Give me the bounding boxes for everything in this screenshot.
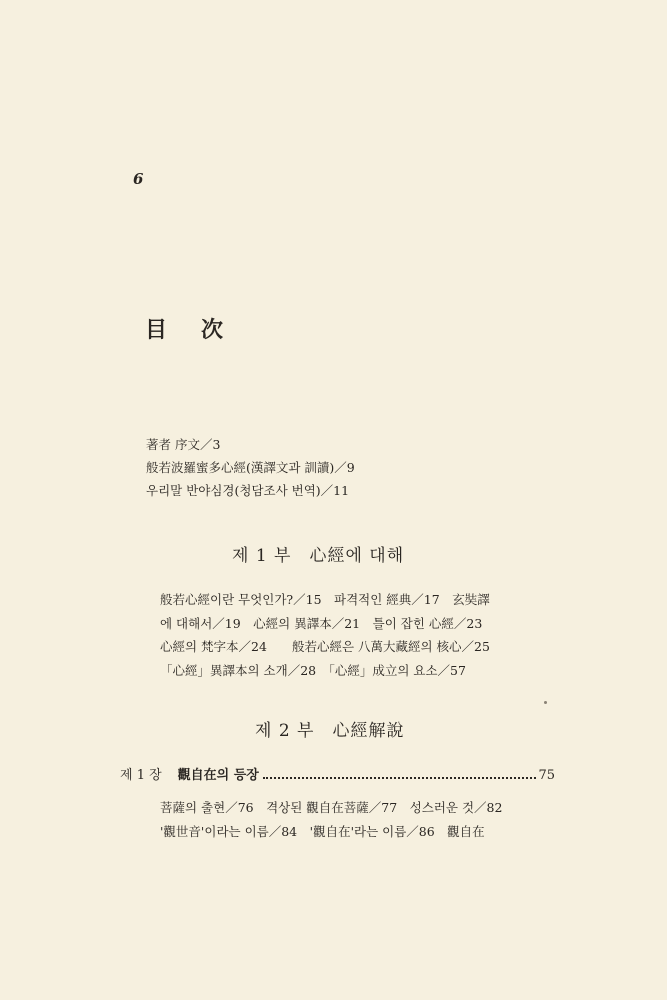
toc-entry: 著者 序文／3 <box>146 437 221 452</box>
page-title: 目次 <box>145 317 258 343</box>
toc-line: 「心經」異譯本의 소개／28 「心經」成立의 요소／57 <box>160 662 466 678</box>
toc-line: 에 대해서／19 心經의 異譯本／21 틀이 잡힌 心經／23 <box>160 615 483 631</box>
toc-entry: 우리말 반야심경(청담조사 번역)／11 <box>146 483 350 498</box>
toc-entry: 般若波羅蜜多心經(漢譯文과 訓讀)／9 <box>146 460 355 475</box>
part-1-title: 제 1 부 心經에 대해 <box>232 546 405 566</box>
part-1-entries <box>160 588 490 682</box>
part-2-title: 제 2 부 心經解說 <box>255 721 405 741</box>
chapter-title: 觀自在의 등장 <box>177 768 259 783</box>
chapter-1-entries <box>160 796 502 843</box>
toc-line: 般若心經이란 무엇인가?／15 파격적인 經典／17 玄奘譯 <box>160 592 490 607</box>
toc-line: '觀世音'이라는 이름／84 '觀自在'라는 이름／86 觀自在 <box>160 823 485 839</box>
front-matter-list <box>146 433 546 502</box>
dot-leader <box>263 776 537 779</box>
page-number: 6 <box>133 170 144 188</box>
toc-line: 心經의 梵字本／24 般若心經은 八萬大藏經의 核心／25 <box>160 639 490 654</box>
chapter-page-number: 75 <box>538 768 555 783</box>
toc-line: 菩薩의 출현／76 격상된 觀自在菩薩／77 성스러운 것／82 <box>160 800 503 815</box>
paper-speck <box>544 701 547 704</box>
chapter-1-entry <box>120 764 555 783</box>
chapter-number: 제 1 장 <box>120 768 162 783</box>
